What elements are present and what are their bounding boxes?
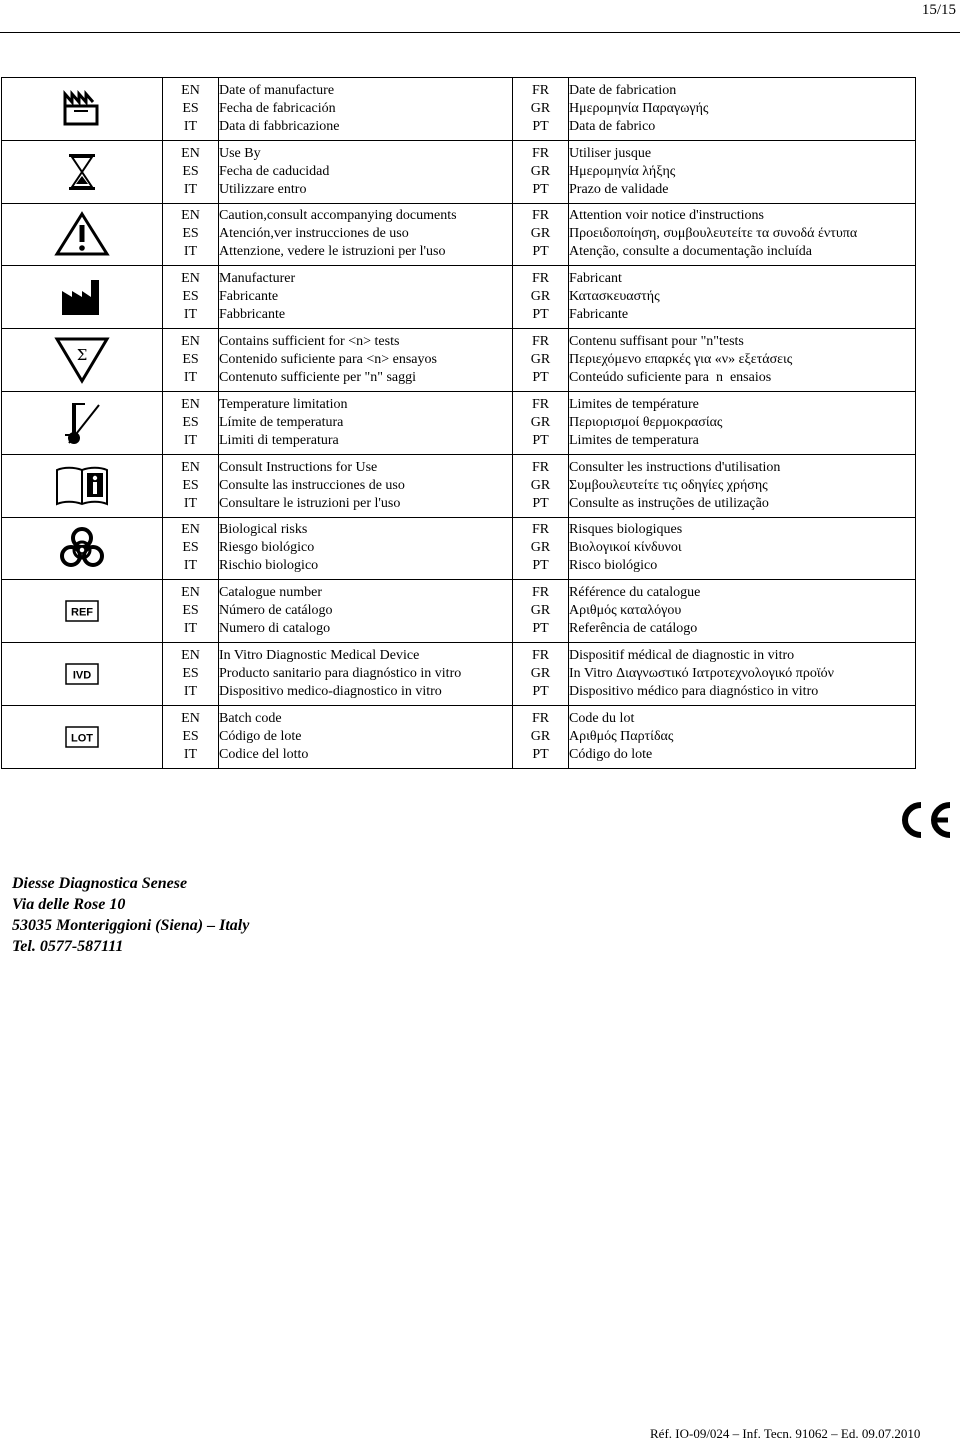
symbol-row [2, 391, 916, 454]
symbol-description [569, 203, 916, 266]
language-code: IT [183, 621, 198, 637]
language-code: FR [531, 459, 550, 475]
description-line: Προειδοποίηση, συμβουλευτείτε τα συνοδά έντυπα [569, 226, 858, 242]
language-codes [513, 517, 569, 580]
document-reference: Réf. IO-09/024 – Inf. Tecn. 91062 – Ed. 09.07.2010 [650, 1426, 921, 1441]
language-code: ES [182, 163, 199, 179]
description-line: Fabricant [569, 271, 622, 287]
language-code: GR [530, 352, 551, 368]
language-codes [163, 454, 219, 517]
symbol-row [2, 454, 916, 517]
language-codes [513, 329, 569, 392]
language-codes [513, 643, 569, 706]
language-code: IT [183, 684, 198, 700]
language-code: ES [182, 728, 199, 744]
thermometer-icon [2, 391, 163, 454]
symbol-row [2, 580, 916, 643]
symbol-row [2, 266, 916, 329]
description-line: Fabricante [569, 307, 629, 323]
symbol-description [219, 517, 513, 580]
language-code: ES [182, 603, 199, 619]
description-line: Utiliser jusque [569, 145, 652, 161]
language-codes [163, 140, 219, 203]
language-codes [163, 643, 219, 706]
language-codes [163, 78, 219, 141]
language-code: GR [530, 666, 551, 682]
description-line: Data di fabbricazione [219, 118, 340, 134]
language-codes [513, 266, 569, 329]
language-code: FR [531, 271, 550, 287]
language-code: GR [530, 100, 551, 116]
hourglass-icon [2, 140, 163, 203]
language-code: EN [181, 396, 200, 412]
symbol-description [569, 391, 916, 454]
language-code: GR [530, 163, 551, 179]
description-line: Límite de temperatura [219, 414, 344, 430]
symbol-description [219, 266, 513, 329]
description-line: Consulte as instruções de utilização [569, 495, 769, 511]
language-code: FR [531, 522, 550, 538]
language-code: ES [182, 477, 199, 493]
language-code: GR [530, 728, 551, 744]
language-code: GR [530, 414, 551, 430]
symbol-row [2, 643, 916, 706]
description-line: Contenu suffisant pour "n"tests [569, 334, 744, 350]
symbol-description [569, 643, 916, 706]
language-code: EN [181, 710, 200, 726]
description-line: Numero di catalogo [219, 621, 331, 637]
description-line: Date of manufacture [219, 82, 335, 98]
description-line: Περιεχόμενο επαρκές για «ν» εξετάσεις [569, 352, 793, 368]
description-line: Atenção, consulte a documentação incluída [569, 244, 812, 260]
symbol-row [2, 203, 916, 266]
manufacturer-icon [2, 266, 163, 329]
symbol-row [2, 329, 916, 392]
description-line: In Vitro Diagnostic Medical Device [219, 648, 420, 664]
language-code: ES [182, 666, 199, 682]
language-codes [163, 203, 219, 266]
description-line: Manufacturer [219, 271, 296, 287]
company-name: Diesse Diagnostica Senese [12, 875, 188, 892]
description-line: Temperature limitation [219, 396, 348, 412]
description-line: Ημερομηνία Παραγωγής [569, 100, 709, 116]
language-code: GR [530, 603, 551, 619]
description-line: Fabbricante [219, 307, 286, 323]
language-code: IT [183, 495, 198, 511]
language-code: FR [531, 82, 550, 98]
language-code: FR [531, 710, 550, 726]
symbol-description [569, 329, 916, 392]
ivd-box-icon [2, 643, 163, 706]
description-line: Limites de température [569, 396, 699, 412]
language-codes [513, 140, 569, 203]
description-line: Producto sanitario para diagnóstico in vitro [219, 666, 462, 682]
language-codes [163, 329, 219, 392]
description-line: Dispositivo medico-diagnostico in vitro [219, 684, 442, 700]
language-code: FR [531, 145, 550, 161]
language-code: ES [182, 540, 199, 556]
address-phone: Tel. 0577-587111 [12, 938, 124, 955]
language-codes [513, 203, 569, 266]
description-line: Rischio biologico [219, 558, 319, 574]
symbol-description [569, 140, 916, 203]
language-code: GR [530, 289, 551, 305]
language-code: PT [532, 746, 549, 762]
company-address [12, 873, 249, 957]
description-line: Biological risks [219, 522, 308, 538]
language-codes [513, 580, 569, 643]
description-line: Código de lote [219, 728, 302, 744]
language-code: IT [183, 558, 198, 574]
language-code: PT [532, 432, 549, 448]
symbol-description [219, 203, 513, 266]
description-line: Date de fabrication [569, 82, 677, 98]
description-line: Contenido suficiente para <n> ensayos [219, 352, 437, 368]
symbol-description [219, 78, 513, 141]
description-line: Fecha de fabricación [219, 100, 336, 116]
description-line: Risques biologiques [569, 522, 683, 538]
language-code: EN [181, 648, 200, 664]
ce-mark-icon [896, 799, 954, 841]
description-line: Consult Instructions for Use [219, 459, 378, 475]
description-line: Use By [219, 145, 261, 161]
language-code: EN [181, 522, 200, 538]
language-code: GR [530, 226, 551, 242]
description-line: Βιολογικοί κίνδυνοι [569, 540, 682, 556]
language-code: IT [183, 181, 198, 197]
description-line: Dispositivo médico para diagnóstico in vitro [569, 684, 819, 700]
symbol-description [219, 329, 513, 392]
language-code: IT [183, 244, 198, 260]
page-number: 15/15 [921, 2, 956, 18]
symbol-description [219, 580, 513, 643]
language-code: GR [530, 477, 551, 493]
language-code: PT [532, 558, 549, 574]
description-line: Fabricante [219, 289, 279, 305]
symbol-description [569, 78, 916, 141]
language-code: EN [181, 459, 200, 475]
language-codes [163, 580, 219, 643]
ref-box-icon-label: REF [71, 606, 93, 619]
address-street: Via delle Rose 10 [12, 896, 126, 913]
language-codes [163, 517, 219, 580]
address-city: 53035 Monteriggioni (Siena) – Italy [12, 917, 250, 934]
description-line: Consultare le istruzioni per l'uso [219, 495, 401, 511]
biohazard-icon [2, 517, 163, 580]
ref-box-icon [2, 580, 163, 643]
language-code: ES [182, 289, 199, 305]
description-line: Consulte las instrucciones de uso [219, 477, 405, 493]
language-code: IT [183, 370, 198, 386]
language-code: FR [531, 648, 550, 664]
language-code: FR [531, 208, 550, 224]
language-code: EN [181, 271, 200, 287]
language-code: EN [181, 82, 200, 98]
language-code: PT [532, 118, 549, 134]
description-line: Caution,consult accompanying documents [219, 208, 457, 224]
description-line: Συμβουλευτείτε τις οδηγίες χρήσης [569, 477, 768, 493]
description-line: Atención,ver instrucciones de uso [219, 226, 409, 242]
description-line: Code du lot [569, 710, 635, 726]
language-codes [163, 266, 219, 329]
language-code: FR [531, 585, 550, 601]
symbol-description [219, 705, 513, 768]
language-codes [163, 705, 219, 768]
sigma-triangle-icon [2, 329, 163, 392]
description-line: Limites de temperatura [569, 432, 699, 448]
language-code: EN [181, 585, 200, 601]
symbol-row [2, 78, 916, 141]
description-line: Dispositif médical de diagnostic in vitro [569, 648, 795, 664]
symbol-description [219, 643, 513, 706]
description-line: Riesgo biológico [219, 540, 315, 556]
symbol-description [569, 580, 916, 643]
language-code: ES [182, 352, 199, 368]
symbol-description [219, 454, 513, 517]
language-code: PT [532, 307, 549, 323]
language-codes [513, 391, 569, 454]
date-of-manufacture-icon [2, 78, 163, 141]
description-line: Catalogue number [219, 585, 323, 601]
language-code: FR [531, 334, 550, 350]
language-code: ES [182, 100, 199, 116]
description-line: Contains sufficient for <n> tests [219, 334, 400, 350]
description-line: Περιορισμοί θερμοκρασίας [569, 414, 723, 430]
language-code: PT [532, 244, 549, 260]
language-code: ES [182, 414, 199, 430]
description-line: Κατασκευαστής [569, 289, 660, 305]
language-code: PT [532, 621, 549, 637]
header-rule [0, 32, 960, 33]
symbol-row [2, 140, 916, 203]
description-line: Prazo de validade [569, 181, 669, 197]
description-line: Αριθμός Παρτίδας [569, 728, 674, 744]
symbol-description [219, 140, 513, 203]
description-line: Fecha de caducidad [219, 163, 330, 179]
symbol-description [569, 454, 916, 517]
language-code: EN [181, 208, 200, 224]
language-codes [513, 454, 569, 517]
description-line: Codice del lotto [219, 746, 309, 762]
description-line: Limiti di temperatura [219, 432, 339, 448]
language-code: IT [183, 118, 198, 134]
language-code: EN [181, 334, 200, 350]
symbol-description [569, 705, 916, 768]
description-line: Número de catálogo [219, 603, 333, 619]
language-code: IT [183, 432, 198, 448]
language-code: IT [183, 746, 198, 762]
language-code: IT [183, 307, 198, 323]
instructions-book-icon [2, 454, 163, 517]
language-code: PT [532, 370, 549, 386]
description-line: Attention voir notice d'instructions [569, 208, 764, 224]
symbol-description [569, 266, 916, 329]
svg-text:Σ: Σ [76, 346, 88, 365]
lot-box-icon [2, 705, 163, 768]
language-code: EN [181, 145, 200, 161]
language-codes [513, 705, 569, 768]
caution-icon [2, 203, 163, 266]
description-line: Risco biológico [569, 558, 658, 574]
description-line: Utilizzare entro [219, 181, 307, 197]
symbol-description [219, 391, 513, 454]
symbol-row [2, 705, 916, 768]
description-line: In Vitro Διαγνωστικό Ιατροτεχνολογικό προϊόν [569, 666, 834, 682]
language-codes [513, 78, 569, 141]
language-code: FR [531, 396, 550, 412]
description-line: Consulter les instructions d'utilisation [569, 459, 781, 475]
ivd-box-icon-label: IVD [72, 669, 92, 682]
symbols-table [1, 77, 916, 769]
language-code: PT [532, 684, 549, 700]
description-line: Batch code [219, 710, 282, 726]
language-code: PT [532, 181, 549, 197]
symbol-description [569, 517, 916, 580]
language-code: ES [182, 226, 199, 242]
description-line: Conteúdo suficiente para n ensaios [569, 370, 772, 386]
language-codes [163, 391, 219, 454]
description-line: Ημερομηνία λήξης [569, 163, 676, 179]
language-code: PT [532, 495, 549, 511]
description-line: Data de fabrico [569, 118, 656, 134]
lot-box-icon-label: LOT [71, 732, 93, 745]
description-line: Código do lote [569, 746, 653, 762]
description-line: Contenuto sufficiente per "n" saggi [219, 370, 417, 386]
description-line: Referência de catálogo [569, 621, 698, 637]
description-line: Αριθμός καταλόγου [569, 603, 682, 619]
description-line: Attenzione, vedere le istruzioni per l'uso [219, 244, 446, 260]
language-code: GR [530, 540, 551, 556]
symbol-row [2, 517, 916, 580]
description-line: Référence du catalogue [569, 585, 701, 601]
